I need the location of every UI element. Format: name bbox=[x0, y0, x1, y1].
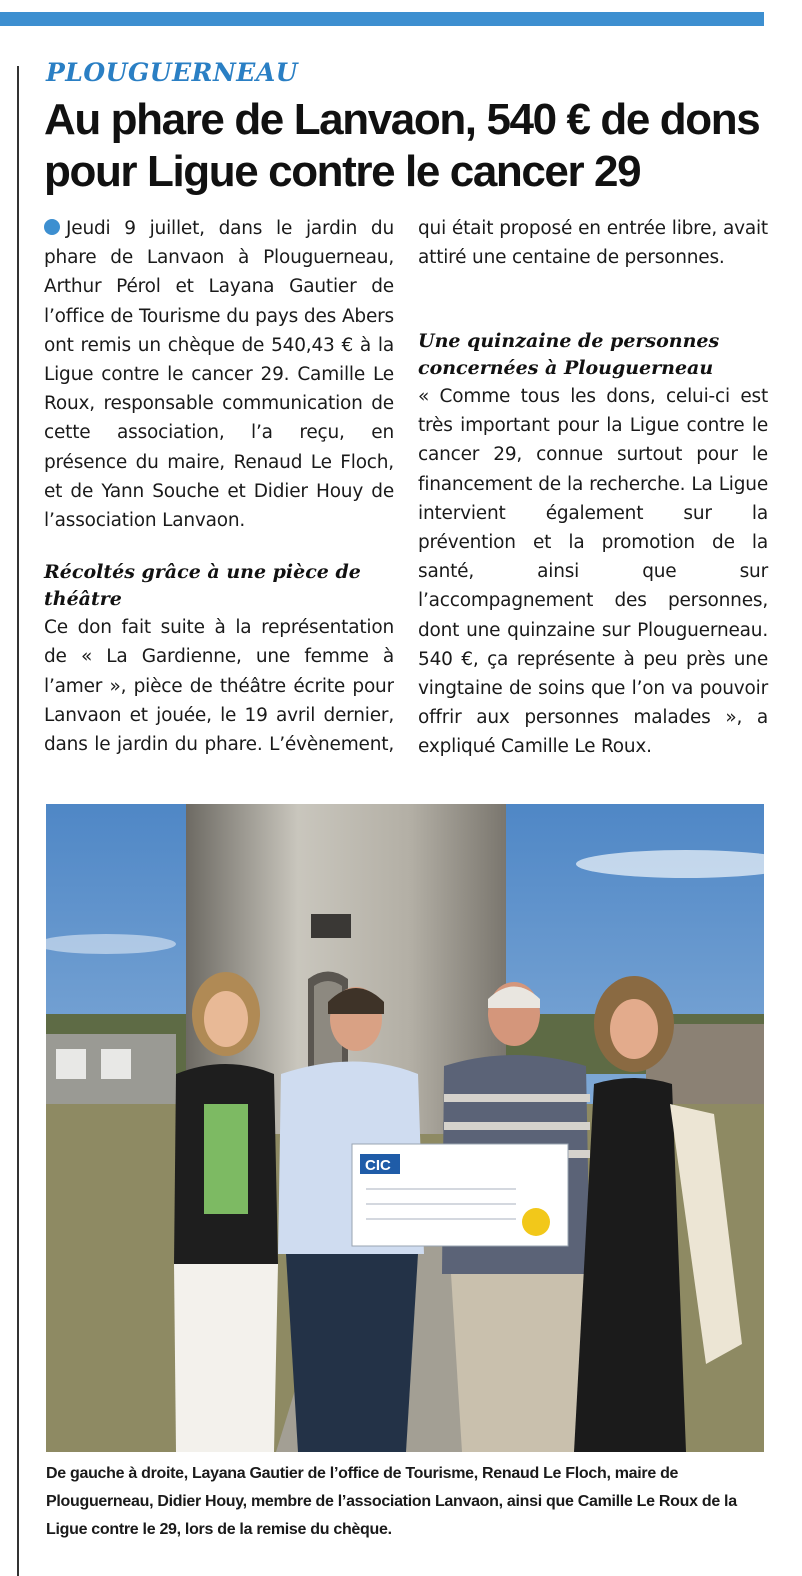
left-column-rule bbox=[17, 66, 19, 1576]
cheque-bank-logo: CIC bbox=[365, 1157, 391, 1174]
subhead-quinzaine: Une quinzaine de personnes concernées à Plouguerneau bbox=[418, 330, 720, 379]
headline: Au phare de Lanvaon, 540 € de dons pour Ligue contre le cancer 29 bbox=[44, 95, 760, 196]
kicker-location: PLOUGUERNEAU bbox=[46, 58, 299, 87]
top-accent-bar bbox=[0, 12, 764, 26]
lead-paragraph bbox=[44, 214, 394, 535]
photo-illustration bbox=[46, 804, 764, 1452]
lead-text: Jeudi 9 juillet, dans le jardin du phare de Lanvaon à Plouguerneau, Arthur Pérol et Layana Gautier de l’office de Tourisme du pays des Abers ont remis un chèque de 540,43 € à la Ligue contre le cancer 29. Camille Le Roux, responsable communication de cette association, l’a reçu, en présence du maire, Renaud Le Floch, et de Yann Souche et Didier Houy de l’association Lanvaon. bbox=[44, 218, 394, 532]
paragraph-theatre-continued bbox=[418, 214, 768, 302]
paragraph-theatre-continued-text: qui était proposé en entrée libre, avait attiré une centaine de personnes. bbox=[418, 218, 768, 269]
paragraph-quote: « Comme tous les dons, celui-ci est très important pour la Ligue contre le cancer 29, connue surtout pour le financement de la recherche. La Ligue intervient également sur la prévention et la promotion de la santé, ainsi que sur l’accompagnement des personnes, dont une quinzaine sur Plouguerneau. 540 €, ça représente à peu près une vingtaine de soins que l’on va pouvoir offrir aux personnes malades », a expliqué Camille Le Roux. bbox=[418, 386, 768, 758]
article-column-left bbox=[44, 214, 394, 759]
subhead-theatre: Récoltés grâce à une pièce de théâtre bbox=[44, 561, 361, 611]
bullet-dot-icon bbox=[44, 219, 60, 235]
article-column-right bbox=[418, 214, 768, 762]
paragraph-theatre: Ce don fait suite à la représentation de « La Gardienne, une femme à l’amer », pièce de théâtre écrite pour Lanvaon et jouée, le 19 avril dernier, dans le jardin du phare. L’évènement, bbox=[44, 617, 394, 756]
article-photo bbox=[46, 804, 764, 1452]
photo-caption: De gauche à droite, Layana Gautier de l’office de Tourisme, Renaud Le Floch, maire de Plouguerneau, Didier Houy, membre de l’association Lanvaon, ainsi que Camille Le Roux de la Ligue contre le 29, lors de la remise du chèque. bbox=[46, 1465, 737, 1538]
